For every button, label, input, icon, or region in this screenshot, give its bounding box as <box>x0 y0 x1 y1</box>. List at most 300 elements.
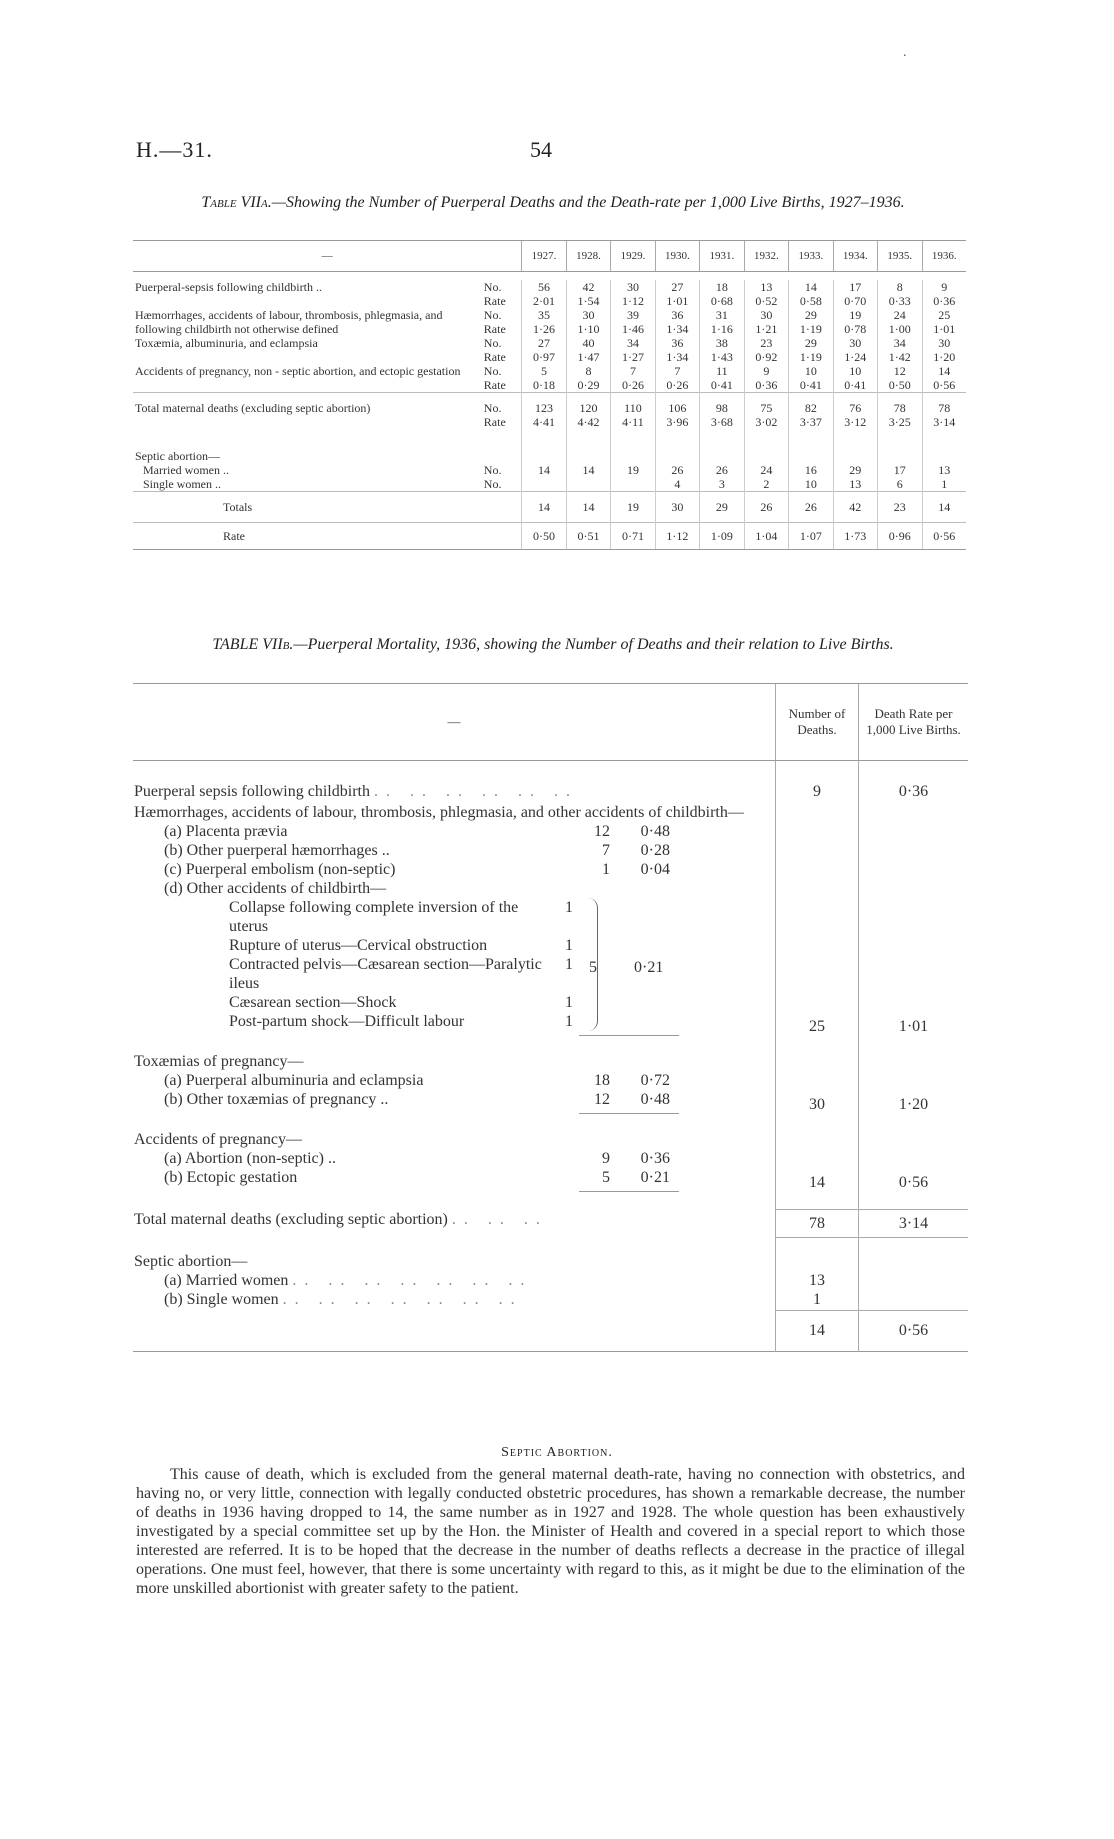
unit-label: Rate <box>483 378 506 392</box>
rate-value: 1·12 <box>655 523 699 550</box>
blank <box>482 492 522 523</box>
unit-label: No. <box>483 401 502 415</box>
table-b-caption <box>138 635 968 654</box>
number-value: 9 <box>763 364 770 378</box>
year-header: 1933. <box>789 241 833 272</box>
single-value: 4 <box>674 477 681 491</box>
cell <box>922 336 966 364</box>
table-b-row: Puerperal sepsis following childbirth .. .. .. .. .. .. 9 0·36 <box>133 781 968 802</box>
number-value: 106 <box>668 401 687 415</box>
acc-rate: 0·56 <box>859 1129 969 1193</box>
year-header: 1928. <box>566 241 610 272</box>
single-value: 13 <box>849 477 862 491</box>
rate-value: 0·36 <box>933 294 956 308</box>
number-value: 76 <box>849 401 862 415</box>
cell <box>700 364 744 393</box>
unit-label: No. <box>483 280 502 294</box>
married-value: 14 <box>582 463 595 477</box>
year-header: 1934. <box>833 241 877 272</box>
cell <box>789 364 833 393</box>
table-row <box>133 437 966 492</box>
number-value: 24 <box>893 308 906 322</box>
number-value: 39 <box>626 308 639 322</box>
cell <box>611 437 655 492</box>
haem-d-number: 5 <box>589 958 597 976</box>
septic-rate: 0·56 <box>859 1311 969 1352</box>
rate-value: 0·58 <box>799 294 822 308</box>
row-label: Puerperal-sepsis following childbirth .. <box>135 280 322 294</box>
single-value: 3 <box>718 477 725 491</box>
rate-value: 3·25 <box>888 415 911 429</box>
sub-item-number: 9 <box>602 1150 610 1167</box>
sub-item-number: 7 <box>602 842 610 859</box>
sub-item-label: Collapse following complete inversion of the uterus <box>229 899 519 935</box>
cell <box>700 280 744 308</box>
septic-section-title: Septic Abortion. <box>501 1445 613 1460</box>
sub-item-rate: 0·36 <box>640 1150 670 1167</box>
totals-value: 23 <box>878 492 922 523</box>
sub-item-number: 1 <box>565 937 573 954</box>
rate-value: 0·92 <box>755 350 778 364</box>
blank <box>482 523 522 550</box>
rate-value: 1·26 <box>533 322 556 336</box>
table-row <box>133 308 966 336</box>
rate-value: 0·33 <box>888 294 911 308</box>
sub-item-label: (b) Other toxæmias of pregnancy .. <box>164 1091 389 1108</box>
totals-value: 29 <box>700 492 744 523</box>
septic-heading: Septic abortion— <box>135 449 220 463</box>
cell <box>833 336 877 364</box>
rate-value: 1·34 <box>666 322 689 336</box>
number-value: 8 <box>585 364 592 378</box>
row-label: Toxæmia, albuminuria, and eclampsia <box>135 336 318 350</box>
number-value: 29 <box>804 308 817 322</box>
number-value: 14 <box>938 364 951 378</box>
sub-item-label: (a) Placenta prævia <box>164 823 288 840</box>
page-number: 54 <box>530 137 552 162</box>
septic-married-number: 13 <box>809 1272 825 1289</box>
number-value: 75 <box>760 401 773 415</box>
totals-value: 19 <box>611 492 655 523</box>
rate-value: 1·04 <box>744 523 788 550</box>
rate-value: 1·20 <box>933 350 956 364</box>
cell <box>922 308 966 336</box>
sub-item <box>134 955 775 993</box>
married-value: 26 <box>671 463 684 477</box>
septic-label-cell <box>133 437 482 492</box>
cell <box>744 364 788 393</box>
totals-value: 26 <box>744 492 788 523</box>
rate-value: 3·12 <box>844 415 867 429</box>
rate-value: 1·16 <box>710 322 733 336</box>
totals-value: 14 <box>566 492 610 523</box>
cell <box>789 280 833 308</box>
rate-value: 3·02 <box>755 415 778 429</box>
rate-value: 1·34 <box>666 350 689 364</box>
rate-value: 0·50 <box>522 523 566 550</box>
cell <box>655 336 699 364</box>
rate-value: 1·10 <box>577 322 600 336</box>
unit-label: No. <box>483 364 502 378</box>
cell <box>522 437 566 492</box>
number-value: 98 <box>715 401 728 415</box>
unit-label: Rate <box>483 415 506 429</box>
rate-value: 1·47 <box>577 350 600 364</box>
cell <box>655 364 699 393</box>
cell <box>611 308 655 336</box>
rate-value: 0·96 <box>878 523 922 550</box>
rate-value: 1·42 <box>888 350 911 364</box>
rate-row <box>133 523 966 550</box>
totals-row <box>133 492 966 523</box>
rate-value: 4·42 <box>577 415 600 429</box>
septic-section-paragraph: This cause of death, which is excluded from the general maternal death-rate, having no connection with obstetrics, and having no, or very little, connection with legally conducted obstetric procedures, has shown a remarkable decrease, the number of deaths in 1936 having dropped to 14, the same number as in 1927 and 1928. The whole question has been exhaustively investigated by a special committee set up by the Hon. the Minister of Health and covered in a special report to which those interested are referred. It is to be hoped that the decrease in the number of deaths reflects a decrease in the practice of illegal operations. One must feel, however, that there is some uncertainty with regard to this, as it might be due to the elimination of the more unskilled abortionist with greater safety to the patient. <box>136 1466 965 1597</box>
table-b-caption-lead: TABLE VIIb. <box>212 636 294 653</box>
cell <box>611 280 655 308</box>
septic-married-label: Married women .. <box>143 463 229 477</box>
single-value: 1 <box>941 477 948 491</box>
rate-value: 1·07 <box>789 523 833 550</box>
married-value: 29 <box>849 463 862 477</box>
sub-item-label: Rupture of uterus—Cervical obstruction <box>229 937 488 954</box>
rate-value: 0·51 <box>566 523 610 550</box>
sub-item-rate: 0·72 <box>640 1072 670 1089</box>
rate-value: 1·19 <box>799 350 822 364</box>
total-number: 78 <box>776 1209 859 1237</box>
number-value: 25 <box>938 308 951 322</box>
cell <box>833 280 877 308</box>
sub-item <box>134 1090 774 1109</box>
cell <box>922 364 966 393</box>
total-rate: 3·14 <box>859 1209 969 1237</box>
septic-single-label: Single women .. <box>143 477 221 491</box>
haem-rate: 1·01 <box>859 802 969 1037</box>
rate-value: 0·71 <box>611 523 655 550</box>
number-value: 40 <box>582 336 595 350</box>
cell <box>878 364 922 393</box>
table-b <box>133 683 968 1355</box>
haem-d-label: (d) Other accidents of childbirth— <box>164 880 387 897</box>
row-label: Accidents of pregnancy, non - septic abortion, and ectopic gestation <box>135 364 461 378</box>
cell <box>522 280 566 308</box>
table-row <box>133 364 966 393</box>
married-value: 13 <box>938 463 951 477</box>
rate-value: 0·78 <box>844 322 867 336</box>
sub-item-rate: 0·04 <box>640 861 670 878</box>
married-value: 14 <box>538 463 551 477</box>
number-value: 56 <box>538 280 551 294</box>
number-value: 18 <box>715 280 728 294</box>
rate-value: 0·41 <box>844 378 867 392</box>
cell <box>566 437 610 492</box>
table-a-caption-lead: Table VIIa. <box>201 194 272 211</box>
cell <box>922 280 966 308</box>
married-value: 26 <box>715 463 728 477</box>
sub-item <box>134 1168 774 1187</box>
rate-value: 3·14 <box>933 415 956 429</box>
cell <box>744 308 788 336</box>
single-value: 2 <box>763 477 770 491</box>
cell <box>566 280 610 308</box>
cell <box>789 437 833 492</box>
rate-value: 1·27 <box>621 350 644 364</box>
number-value: 36 <box>671 336 684 350</box>
cell <box>700 437 744 492</box>
rate-label: Rate <box>133 523 482 550</box>
rate-value: 0·56 <box>922 523 966 550</box>
cell <box>522 364 566 393</box>
cell <box>833 437 877 492</box>
cell <box>522 393 566 438</box>
sub-item-number: 1 <box>565 994 573 1011</box>
number-value: 27 <box>671 280 684 294</box>
rate-value: 2·01 <box>533 294 556 308</box>
cell <box>744 437 788 492</box>
totals-value: 14 <box>522 492 566 523</box>
sub-item-rate: 0·48 <box>640 1091 670 1108</box>
table-b-row <box>133 1051 968 1115</box>
haem-number: 25 <box>776 802 859 1037</box>
number-value: 36 <box>671 308 684 322</box>
number-value: 12 <box>893 364 906 378</box>
row-label: Hæmorrhages, accidents of labour, thrombosis, phlegmasia, and following childbirth not otherwise defined <box>135 308 443 336</box>
number-value: 123 <box>535 401 554 415</box>
row-units <box>482 393 522 438</box>
number-value: 30 <box>849 336 862 350</box>
rate-value: 0·97 <box>533 350 556 364</box>
document-reference: H.—31. <box>136 137 213 162</box>
number-value: 34 <box>893 336 906 350</box>
number-value: 110 <box>624 401 642 415</box>
rate-value: 0·70 <box>844 294 867 308</box>
sepsis-number: 9 <box>776 781 859 802</box>
table-a-header-row <box>133 241 966 272</box>
number-value: 38 <box>715 336 728 350</box>
cell <box>700 393 744 438</box>
sub-item-number: 1 <box>565 1013 573 1030</box>
cell <box>566 308 610 336</box>
rate-value: 0·26 <box>666 378 689 392</box>
cell <box>522 308 566 336</box>
sub-item-rate: 0·48 <box>640 823 670 840</box>
sub-item <box>134 860 775 879</box>
rate-value: 0·52 <box>755 294 778 308</box>
cell <box>789 393 833 438</box>
column-header-rate: Death Rate per 1,000 Live Births. <box>859 684 969 761</box>
cell <box>744 336 788 364</box>
married-value: 24 <box>760 463 773 477</box>
rate-value: 1·00 <box>888 322 911 336</box>
rate-value: 1·43 <box>710 350 733 364</box>
totals-value: 14 <box>922 492 966 523</box>
unit-label: No. <box>483 308 502 322</box>
row-units <box>482 280 522 308</box>
unit-label: No. <box>483 463 502 477</box>
number-value: 13 <box>760 280 773 294</box>
rate-value: 0·36 <box>755 378 778 392</box>
rate-value: 3·68 <box>710 415 733 429</box>
cell <box>833 393 877 438</box>
single-value <box>569 477 608 491</box>
table-a-caption-text: —Showing the Number of Puerperal Deaths and the Death-rate per 1,000 Live Births, 1927–1936. <box>271 194 905 211</box>
tox-rate: 1·20 <box>859 1051 969 1115</box>
sub-item-label: (b) Ectopic gestation <box>164 1169 298 1186</box>
sub-item-label: (a) Puerperal albuminuria and eclampsia <box>164 1072 424 1089</box>
table-row <box>133 280 966 308</box>
haem-d-rate: 0·21 <box>634 958 664 976</box>
sub-item-label: (b) Other puerperal hæmorrhages .. <box>164 842 390 859</box>
row-units <box>482 364 522 393</box>
table-b-row: Septic abortion— (a) Married women .. .. .. .. .. .. .. (b) Single women .. .. .. .. .. .. .. 13 1 <box>133 1251 968 1311</box>
cell <box>789 336 833 364</box>
cell <box>878 336 922 364</box>
sub-item <box>134 993 775 1012</box>
number-value: 19 <box>849 308 862 322</box>
sub-item-number: 12 <box>594 1091 610 1108</box>
sub-item-rate: 0·21 <box>640 1169 670 1186</box>
cell <box>878 280 922 308</box>
septic-heading: Septic abortion— <box>134 1253 248 1270</box>
number-value: 10 <box>849 364 862 378</box>
sub-item <box>134 1149 774 1168</box>
single-value <box>613 477 652 491</box>
table-b-row <box>133 1311 968 1352</box>
rate-value: 1·12 <box>621 294 644 308</box>
cell <box>878 437 922 492</box>
haem-heading: Hæmorrhages, accidents of labour, thrombosis, phlegmasia, and other accidents of childbirth— <box>134 804 744 821</box>
table-b-row <box>133 802 968 1037</box>
sub-item-label: Cæsarean section—Shock <box>229 994 397 1011</box>
number-value: 78 <box>938 401 951 415</box>
sub-item <box>134 1012 775 1031</box>
cell <box>611 364 655 393</box>
rate-value: 3·96 <box>666 415 689 429</box>
septic-number: 14 <box>776 1311 859 1352</box>
total-label: Total maternal deaths (excluding septic abortion) <box>134 1211 448 1228</box>
table-row <box>133 336 966 364</box>
number-value: 7 <box>674 364 681 378</box>
table-b-row: Total maternal deaths (excluding septic abortion) .. .. .. 78 3·14 <box>133 1209 968 1237</box>
cell <box>522 336 566 364</box>
number-value: 34 <box>626 336 639 350</box>
rate-value: 0·68 <box>710 294 733 308</box>
number-value: 27 <box>538 336 551 350</box>
row-units <box>482 336 522 364</box>
totals-value: 42 <box>833 492 877 523</box>
cell <box>655 437 699 492</box>
table-b-header-row <box>133 684 968 761</box>
cell <box>789 308 833 336</box>
number-value: 10 <box>804 364 817 378</box>
rate-value: 3·37 <box>799 415 822 429</box>
rate-value: 0·41 <box>799 378 822 392</box>
number-value: 11 <box>716 364 728 378</box>
number-value: 29 <box>804 336 817 350</box>
table-row <box>133 393 966 438</box>
sub-item <box>134 898 775 936</box>
number-value: 82 <box>804 401 817 415</box>
septic-single-number: 1 <box>813 1291 821 1308</box>
corner-mark: . <box>903 45 907 60</box>
cell <box>611 393 655 438</box>
year-header: 1932. <box>744 241 788 272</box>
year-header: 1930. <box>655 241 699 272</box>
year-header: 1936. <box>922 241 966 272</box>
rate-value: 1·24 <box>844 350 867 364</box>
sub-item-number: 1 <box>565 956 573 973</box>
married-value: 17 <box>893 463 906 477</box>
number-value: 30 <box>760 308 773 322</box>
rate-value: 1·01 <box>666 294 689 308</box>
sub-item <box>134 1071 774 1090</box>
number-value: 9 <box>941 280 948 294</box>
unit-label: No. <box>483 336 502 350</box>
table-a-blank-header: — <box>133 241 522 272</box>
number-value: 78 <box>893 401 906 415</box>
cell <box>878 308 922 336</box>
cell <box>700 336 744 364</box>
sub-item-label: (a) Abortion (non-septic) .. <box>164 1150 336 1167</box>
sepsis-label: Puerperal sepsis following childbirth <box>134 783 370 800</box>
year-header: 1929. <box>611 241 655 272</box>
row-units <box>482 437 522 492</box>
rate-value: 0·26 <box>621 378 644 392</box>
number-value: 5 <box>541 364 548 378</box>
unit-label: Rate <box>483 322 506 336</box>
number-value: 31 <box>715 308 728 322</box>
sub-item-label: Post-partum shock—Difficult labour <box>229 1013 465 1030</box>
married-value: 19 <box>626 463 639 477</box>
table-b-caption-text: —Puerperal Mortality, 1936, showing the Number of Deaths and their relation to Live Births. <box>293 636 894 653</box>
cell <box>655 393 699 438</box>
cell <box>833 308 877 336</box>
totals-value: 26 <box>789 492 833 523</box>
cell <box>655 280 699 308</box>
rate-value: 1·19 <box>799 322 822 336</box>
single-value: 10 <box>804 477 817 491</box>
unit-label: Rate <box>483 294 506 308</box>
number-value: 42 <box>582 280 595 294</box>
sepsis-rate: 0·36 <box>859 781 969 802</box>
sub-item <box>134 822 775 841</box>
sub-item-number: 12 <box>594 823 610 840</box>
number-value: 30 <box>582 308 595 322</box>
rate-value: 0·56 <box>933 378 956 392</box>
sub-item-number: 1 <box>565 899 573 916</box>
septic-single-label: (b) Single women <box>164 1291 279 1308</box>
number-value: 23 <box>760 336 773 350</box>
rate-value: 4·41 <box>533 415 556 429</box>
unit-label: No. <box>483 477 502 491</box>
rate-value: 1·01 <box>933 322 956 336</box>
cell <box>611 336 655 364</box>
married-value: 16 <box>804 463 817 477</box>
cell <box>878 393 922 438</box>
totals-value: 30 <box>655 492 699 523</box>
sub-item-number: 5 <box>602 1169 610 1186</box>
rate-value: 0·18 <box>533 378 556 392</box>
number-value: 14 <box>804 280 817 294</box>
table-b-blank-header: — <box>133 684 776 761</box>
cell <box>744 280 788 308</box>
year-header: 1927. <box>522 241 566 272</box>
sub-item <box>134 841 775 860</box>
number-value: 35 <box>538 308 551 322</box>
rate-value: 4·11 <box>622 415 644 429</box>
cell <box>833 364 877 393</box>
cell <box>566 336 610 364</box>
septic-married-label: (a) Married women <box>164 1272 289 1289</box>
